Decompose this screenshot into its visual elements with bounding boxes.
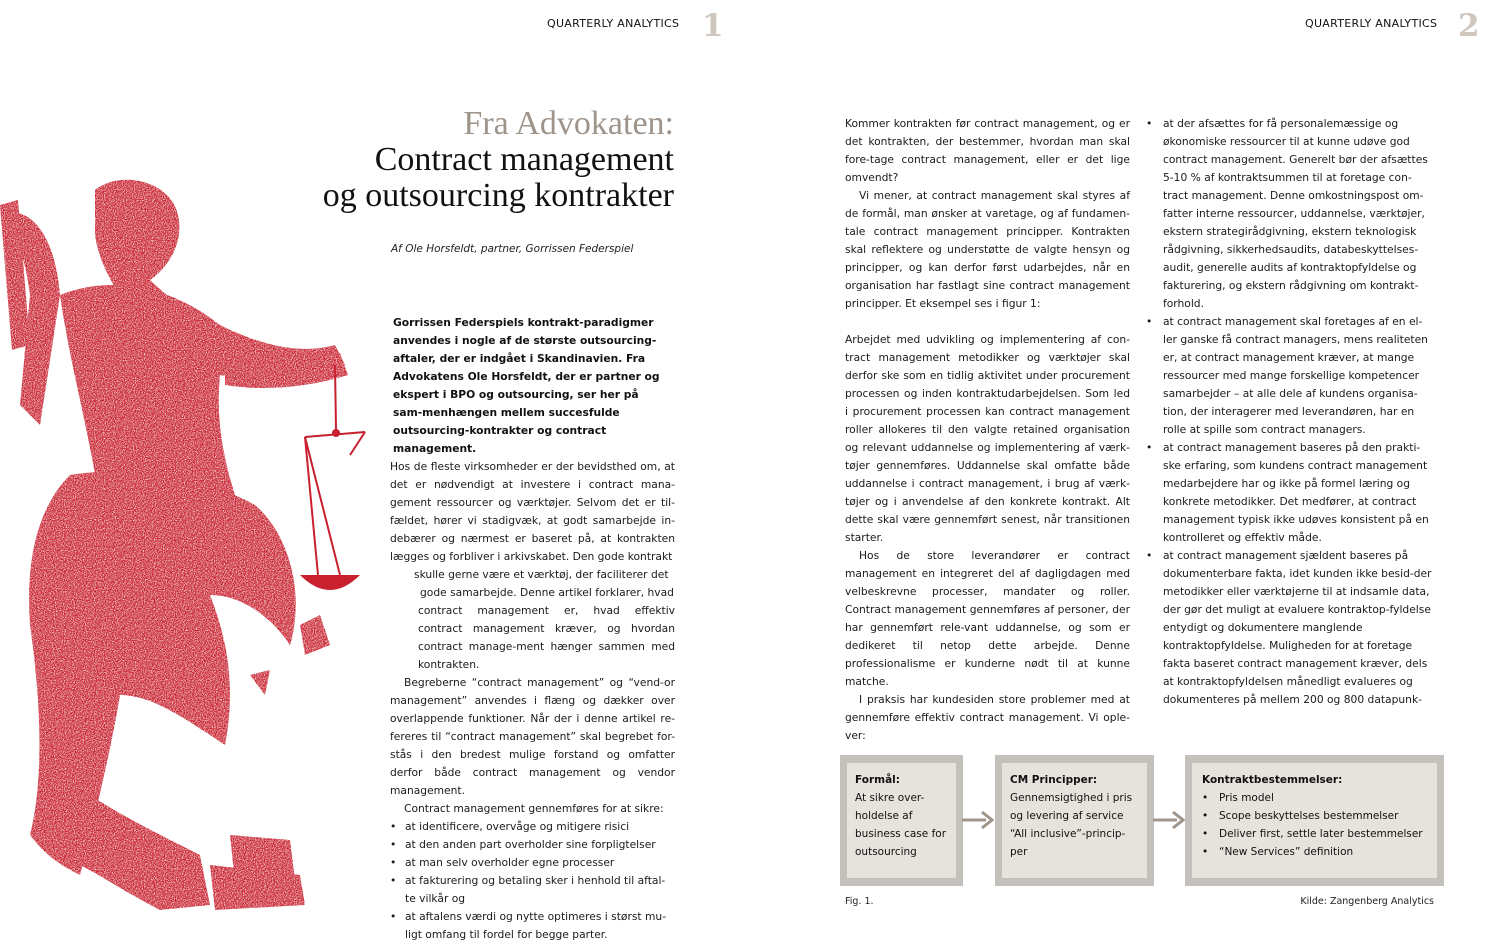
figure-caption: Fig. 1. (845, 896, 874, 907)
figure-box-kontraktbestemmelser (1185, 755, 1444, 886)
list-item: • Scope beskyttelses bestemmelser (1202, 807, 1429, 825)
body-paragraph-1-wrap-c: contract management er, hvad effektiv contract management kræver, og hvordan contract manage-ment hænger sammen med kontrakten. (418, 604, 675, 671)
lead-paragraph: Gorrissen Federspiels kontrakt-paradigmer anvendes i nogle af de største outsourcing-aftaler, der er indgået i Skandinavien. Fra Advokatens Ole Horsfeldt, der er partner og ekspert i BPO og outsourcing, ser her på sam-menhængen mellem succesfulde outsourcing-kontrakter og contract management. (393, 316, 660, 455)
figure-box-title: Formål: (855, 774, 900, 786)
list-item: • at der afsættes for få personalemæssige og økonomiske ressourcer til at kunne udøve god contract management. Generelt bør der afsættes 5-10 % af kontraktsummen til at foretage con-tract management. Denne omkostningspost om-fatter interne ressourcer, uddannelse, værktøjer, ekstern strategirådgivning, ekstern teknologisk rådgivning, sikkerhedsaudits, databeskyttelses-audit, generelle audits af kontraktopfyldelse og fakturering, og ekstern rådgivning om kontrakt-forhold. (1146, 115, 1433, 313)
body-paragraph-1-wrap-a: skulle gerne være et værktøj, der faciliterer det (414, 568, 669, 581)
figure-box-text: Gennemsigtighed i pris og levering af service “All inclusive”-princip-per (1010, 792, 1133, 858)
arrow-right-icon (1151, 809, 1185, 831)
list-item: • at contract management baseres på den prakti-ske erfaring, som kundens contract management medarbejdere har og ikke på formel læring og konkrete metodikker. Det medfører, at contract management typisk ikke udøves konsistent på en kontrolleret og effektiv måde. (1146, 439, 1433, 547)
byline: Af Ole Horsfeldt, partner, Gorrissen Federspiel (391, 243, 634, 255)
body-paragraph: Kommer kontrakten før contract management, og er det kontrakten, der bestemmer, hvordan man skal fore-tage contract management, eller er det lige omvendt? (845, 117, 1130, 184)
title-kicker: Fra Advokaten: (463, 105, 674, 142)
running-head-page-2: QUARTERLY ANALYTICS (1305, 17, 1438, 30)
figure-box-text: At sikre over-holdelse af business case for outsourcing (855, 792, 947, 858)
article-title (323, 106, 674, 214)
body-paragraph-3: Contract management gennemføres for at sikre: (404, 802, 664, 815)
list-item: • at contract management skal foretages af en el-ler ganske få contract managers, mens realiteten er, at contract management kræver, at mange ressourcer med mange forskellige kompetencer samarbejder – at alle dele af kundens organisa-tion, der interagerer med leverandøren, har en rolle at spille som contract managers. (1146, 313, 1433, 439)
list-item: • Deliver first, settle later bestemmelser (1202, 825, 1429, 843)
figure-box-cm-principper (995, 755, 1154, 886)
page-2-column-2 (1146, 115, 1433, 709)
list-item: • at identificere, overvåge og mitigere risici (390, 818, 675, 836)
body-paragraph: Vi mener, at contract management skal styres af de formål, man ønsker at varetage, og af fundamen-tale contract management principper. Kontrakten skal reflektere og understøtte de valgte hensyn og principper, og kan derfor først udarbejdes, når en organisation har fastlagt sine contract management principper. Et eksempel ses i figur 1: (845, 189, 1130, 310)
body-paragraph-2: Begreberne “contract management” og “vend-or management” anvendes i flæng og dækker over overlappende funktioner. Når der i denne artikel re-fereres til “contract management” skal begrebet for-stås i den bredest mulige forstand og omfatter derfor både contract management og vendor management. (390, 676, 675, 797)
lady-justice-illustration (0, 175, 370, 915)
page-number-2: 2 (1458, 8, 1480, 44)
running-head-page-1: QUARTERLY ANALYTICS (547, 17, 680, 30)
figure-box-list (1202, 789, 1429, 861)
list-item: • at fakturering og betaling sker i henhold til aftal-te vilkår og (390, 872, 675, 908)
figure-source: Kilde: Zangenberg Analytics (1300, 896, 1434, 907)
title-line-1: Contract management (374, 141, 674, 178)
page-number-1: 1 (702, 8, 724, 44)
figure-1 (840, 755, 1444, 886)
page-2-bullet-list (1146, 115, 1433, 709)
body-paragraph-1: Hos de fleste virksomheder er der bevidsthed om, at det er nødvendigt at investere i contract mana-gement ressourcer og værktøjer. Selvom det er til-fældet, hører vi stadigvæk, at godt samarbejde in-debærer og nærmest er baseret på, at kontrakten lægges og forbliver i arkivskabet. Den gode kontrakt (390, 460, 675, 563)
list-item: • at man selv overholder egne processer (390, 854, 675, 872)
figure-box-title: CM Principper: (1010, 774, 1098, 786)
page-2-column-1 (845, 115, 1130, 745)
body-paragraph: Arbejdet med udvikling og implementering af con-tract management metodikker og værktøjer skal derfor ske som en tidlig aktivitet under procurement processen og inden kontraktudarbejdelsen. Som led i procurement processen kan contract management roller allokeres til den valgte retained organisation og relevant uddannelse og implementering af værk-tøjer gennemføres. Uddannelse skal omfatte både uddannelse i contract management, i brug af værk-tøjer og i anvendelse af den konkrete kontrakt. Alt dette skal være gennemført senest, når transitionen starter. (845, 333, 1130, 544)
figure-box-formaal (840, 755, 963, 886)
page-1-body-column (390, 458, 675, 944)
body-paragraph: I praksis har kundesiden store problemer med at gennemføre effektiv contract management. Vi ople-ver: (845, 693, 1130, 742)
list-item: • “New Services” definition (1202, 843, 1429, 861)
figure-box-title: Kontraktbestemmelser: (1202, 774, 1343, 786)
body-paragraph: Hos de store leverandører er contract management en integreret del af dagligdagen med velbeskrevne processer, mandater og roller. Contract management gennemføres af personer, der har gennemført rele-vant uddannelse, og som er dedikeret til netop dette arbejde. Denne professionalisme er kunderne nødt til at kunne matche. (845, 549, 1130, 688)
page-1-bullet-list (390, 818, 675, 944)
title-line-2: og outsourcing kontrakter (322, 177, 674, 214)
list-item: • at den anden part overholder sine forpligtelser (390, 836, 675, 854)
list-item: • Pris model (1202, 789, 1429, 807)
body-paragraph-1-wrap-b: gode samarbejde. Denne artikel forklarer, hvad (420, 586, 674, 599)
arrow-right-icon (960, 809, 994, 831)
list-item: • at contract management sjældent baseres på dokumenterbare fakta, idet kunden ikke besid-der metodikker eller værktøjerne til at indsamle data, der gør det muligt at evaluere kontraktop-fyldelse entydigt og dokumentere manglende kontraktopfyldelse. Muligheden for at foretage fakta baseret contract management kræver, dels at kontraktopfyldelsen månedligt evalueres og dokumenteres på mellem 200 og 800 datapunk- (1146, 547, 1433, 709)
list-item: • at aftalens værdi og nytte optimeres i størst mu-ligt omfang til fordel for begge parter. (390, 908, 675, 944)
